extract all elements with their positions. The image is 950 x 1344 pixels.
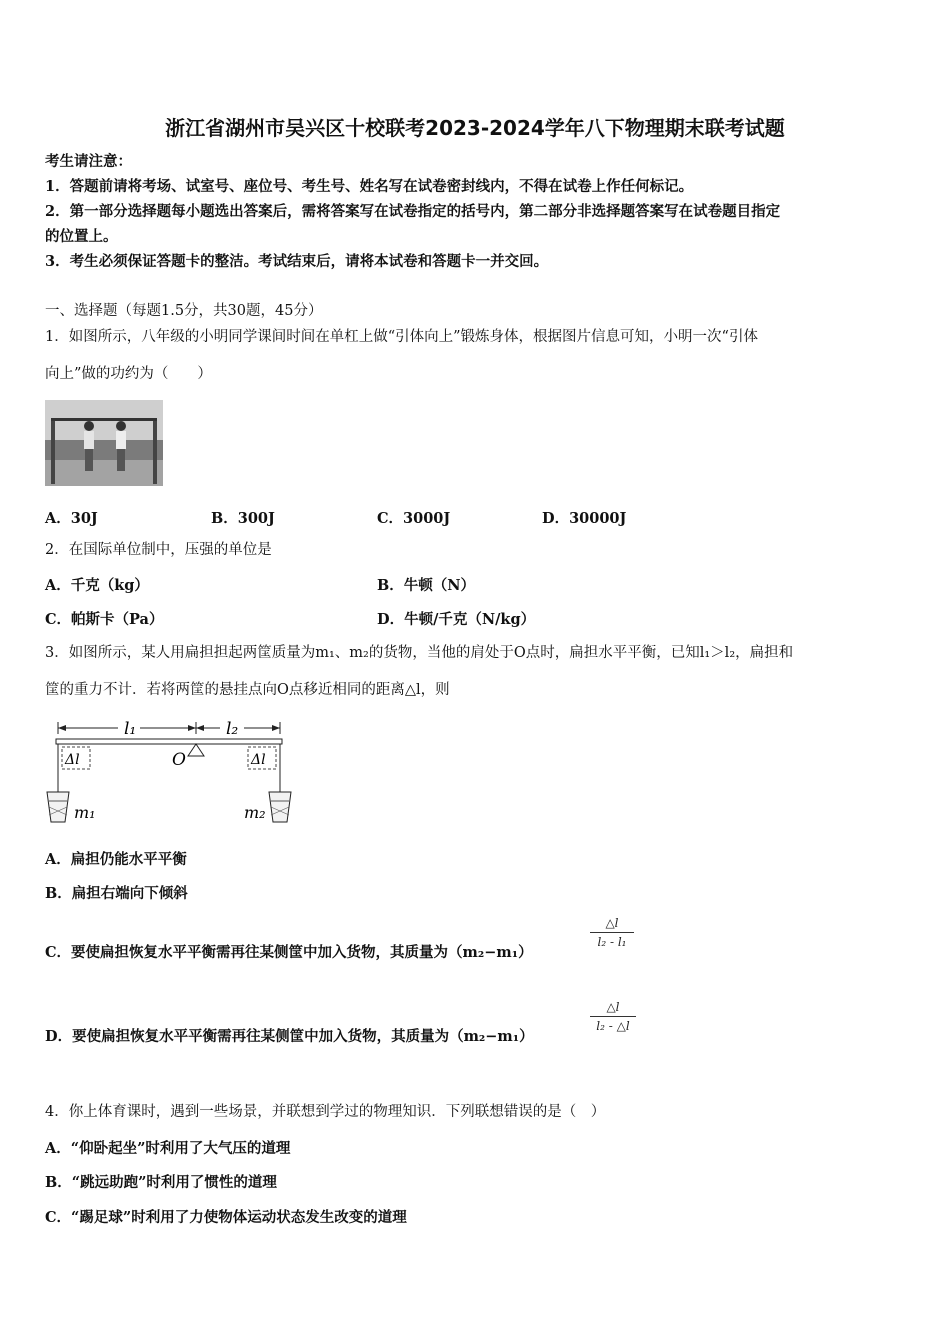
q3-option-b[interactable]: B．扁担右端向下倾斜 [45,885,188,902]
q3-stem-line-2: 筐的重力不计．若将两筐的悬挂点向O点移近相同的距离△l，则 [45,682,450,698]
q2-option-d[interactable]: D．牛顿/千克（N/kg） [377,611,536,628]
label-l2: l₂ [226,719,239,739]
notice-line-2a: 2．第一部分选择题每小题选出答案后，需将答案写在试卷指定的括号内，第二部分非选择题答案写在试卷题目指定 [45,203,781,220]
q3-option-d-fraction [590,1000,636,1033]
q4-option-c[interactable]: C．“踢足球”时利用了力使物体运动状态发生改变的道理 [45,1209,407,1226]
label-dl-left: Δl [65,752,80,768]
fraction-c-numerator: △l [605,916,619,930]
label-m1: m₁ [74,803,96,822]
q2-stem: 2．在国际单位制中，压强的单位是 [45,542,272,558]
q4-stem: 4．你上体育课时，遇到一些场景，并联想到学过的物理知识．下列联想错误的是（ ） [45,1104,606,1120]
label-m2: m₂ [244,803,266,822]
label-O: O [172,750,186,770]
q1-option-b[interactable]: B．300J [211,510,275,527]
q1-stem-line-1: 1．如图所示，八年级的小明同学课间时间在单杠上做“引体向上”锻炼身体，根据图片信息可知，小明一次“引体 [45,329,758,345]
page-title: 浙江省湖州市吴兴区十校联考2023-2024学年八下物理期末联考试题 [165,116,785,140]
q2-option-b[interactable]: B．牛顿（N） [377,577,476,594]
notice-line-1: 1．答题前请将考场、试室号、座位号、考生号、姓名写在试卷密封线内，不得在试卷上作任何标记。 [45,178,694,195]
q1-option-a[interactable]: A．30J [45,510,98,527]
q3-stem-line-1: 3．如图所示，某人用扁担担起两筐质量为m₁、m₂的货物，当他的肩处于O点时，扁担水平平衡，已知l₁＞l₂，扁担和 [45,645,794,661]
q3-option-c[interactable]: C．要使扁担恢复水平平衡需再往某侧筐中加入货物，其质量为（m₂−m₁） [45,944,533,961]
q4-option-a[interactable]: A．“仰卧起坐”时利用了大气压的道理 [45,1140,291,1157]
fraction-d-numerator: △l [606,1000,620,1014]
q1-option-d[interactable]: D．30000J [542,510,627,527]
notice-line-3: 3．考生必须保证答题卡的整洁。考试结束后，请将本试卷和答题卡一并交回。 [45,253,549,270]
q1-option-c[interactable]: C．3000J [377,510,451,527]
notice-heading: 考生请注意： [45,153,132,170]
lever-diagram [44,712,296,830]
fraction-d-denominator: l₂ - △l [596,1019,630,1033]
label-l1: l₁ [124,719,137,739]
q1-stem-line-2: 向上”做的功约为（ ） [45,366,212,382]
basket-right [269,792,291,822]
q2-option-c[interactable]: C．帕斯卡（Pa） [45,611,164,628]
q3-option-a[interactable]: A．扁担仍能水平平衡 [45,851,187,868]
section-heading: 一、选择题（每题1.5分，共30题，45分） [45,303,323,319]
fraction-c-denominator: l₂ - l₁ [597,935,627,949]
basket-left [47,792,69,822]
notice-line-2b: 的位置上。 [45,228,118,245]
q2-option-a[interactable]: A．千克（kg） [45,577,149,594]
q4-option-b[interactable]: B．“跳远助跑”时利用了惯性的道理 [45,1174,277,1191]
label-dl-right: Δl [251,752,266,768]
q3-option-d[interactable]: D．要使扁担恢复水平平衡需再往某侧筐中加入货物，其质量为（m₂−m₁） [45,1028,534,1045]
pullup-photo [45,400,163,486]
q3-option-c-fraction [590,916,634,949]
